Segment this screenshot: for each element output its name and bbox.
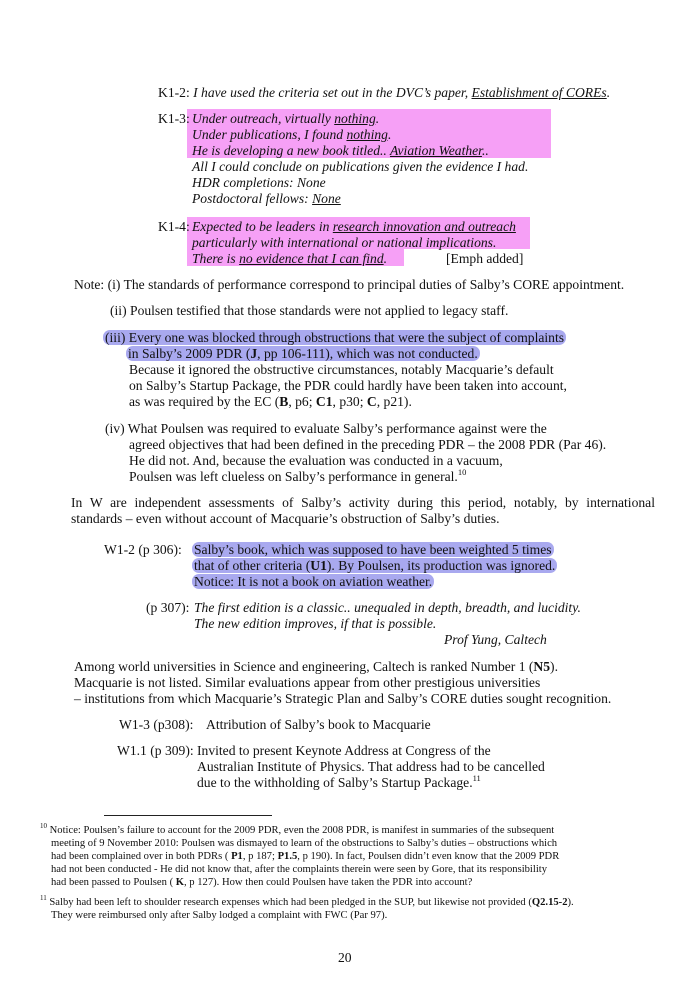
k1-3-line-3: He is developing a new book titled.. Aviation Weather.. — [192, 143, 489, 158]
w1-2-line-1: Salby’s book, which was supposed to have been weighted 5 times — [194, 542, 552, 557]
footnote-ref-11: 11 — [472, 773, 481, 783]
note-iii-line-5: as was required by the EC (B, p6; C1, p30; C, p21). — [129, 394, 412, 409]
note-iii-line-1: (iii) Every one was blocked through obstructions that were the subject of complaints — [105, 330, 565, 345]
w1-1-line-3: due to the withholding of Salby’s Startup Package.$^{11}$ — [197, 773, 481, 790]
w1-2-label: W1-2 (p 306): — [104, 542, 182, 557]
w1-2-line-2: that of other criteria (U1). By Poulsen, its production was ignored. — [194, 558, 556, 573]
footnote-11-line-1: $^{11}$ Salby had been left to shoulder research expenses which had been pledged in the SUP, but likewise not provided (Q2.15-2). — [40, 894, 574, 908]
among-line-2: Macquarie is not listed. Similar evaluations appear from other prestigious universities — [74, 675, 541, 690]
k1-3-line-2: Under publications, I found nothing. — [192, 127, 392, 142]
among-line-3: – institutions from which Macquarie’s Strategic Plan and Salby’s CORE duties sought recognition. — [74, 691, 612, 706]
footnote-10-line-3: had been complained over in both PDRs ( P1, p 187; P1.5, p 190). In fact, Poulsen didn’t even know that the 2009 PDR — [51, 851, 560, 862]
footnote-11-number: 11 — [40, 894, 47, 902]
note-iii-line-4: on Salby’s Startup Package, the PDR could hardly have been taken into account, — [129, 378, 567, 393]
w1-3-label: W1-3 (p308): — [119, 717, 194, 732]
footnote-ref-10: 10 — [457, 467, 467, 477]
among-line-1: Among world universities in Science and engineering, Caltech is ranked Number 1 (N5). — [74, 659, 558, 674]
emph-added: [Emph added] — [446, 251, 524, 266]
w1-1-label: W1.1 (p 309): — [117, 743, 194, 758]
page-number: 20 — [338, 950, 352, 965]
footnote-10-number: 10 — [40, 822, 47, 830]
footnote-10-line-5: had been passed to Poulsen ( K, p 127). How then could Poulsen have taken the PDR into account? — [51, 877, 473, 888]
note-iv-line-2: agreed objectives that had been defined in the preceding PDR – the 2008 PDR (Par 46). — [129, 437, 607, 452]
k1-2-quote: I have used the criteria set out in the DVC’s paper, Establishment of COREs. — [193, 85, 611, 100]
note-ii: (ii) Poulsen testified that those standards were not applied to legacy staff. — [110, 303, 509, 318]
footnote-11-line-2: They were reimbursed only after Salby lodged a complaint with FWC (Par 97). — [51, 910, 388, 921]
note-i: Note: (i) The standards of performance correspond to principal duties of Salby’s CORE appointment. — [74, 277, 625, 292]
w1-1-line-2: Australian Institute of Physics. That address had to be cancelled — [197, 759, 545, 774]
k1-4-line-2: particularly with international or national implications. — [192, 235, 497, 250]
w1-1-line-1: Invited to present Keynote Address at Congress of the — [197, 743, 491, 758]
footnote-10-line-2: meeting of 9 November 2010: Poulsen was dismayed to learn of the obstructions to Salby’s duties – obstructions which — [51, 838, 558, 849]
k1-3-line-6: Postdoctoral fellows: None — [192, 191, 341, 206]
note-iv-line-3: He did not. And, because the evaluation was conducted in a vacuum, — [129, 453, 503, 468]
note-iii-line-3: Because it ignored the obstructive circumstances, notably Macquarie’s default — [129, 362, 554, 377]
footnote-separator — [104, 815, 272, 816]
k1-4-label: K1-4: — [158, 219, 190, 234]
k1-4-line-3: There is no evidence that I can find. — [192, 251, 388, 266]
w-paragraph-line-1: In W are independent assessments of Salby’s activity during this period, notably, by international — [71, 495, 655, 510]
k1-3-line-4: All I could conclude on publications given the evidence I had. — [192, 159, 529, 174]
note-iii-line-2: in Salby’s 2009 PDR (J, pp 106-111), which was not conducted. — [128, 346, 478, 361]
k1-4-line-1: Expected to be leaders in research innovation and outreach — [192, 219, 516, 234]
k1-3-line-5: HDR completions: None — [192, 175, 326, 190]
footnote-10-line-1: $^{10}$ Notice: Poulsen’s failure to account for the 2009 PDR, even the 2008 PDR, is manifest in summaries of the subsequent — [40, 822, 555, 836]
w1-3-text: Attribution of Salby’s book to Macquarie — [206, 717, 431, 732]
p307-label: (p 307): — [146, 600, 190, 615]
note-iv-line-1: (iv) What Poulsen was required to evaluate Salby’s performance against were the — [105, 421, 547, 436]
k1-2-label: K1-2: — [158, 85, 190, 100]
footnote-10-line-4: had not been conducted - He did not know that, after the complaints therein were seen by Gore, that its responsibility — [51, 864, 548, 875]
p307-signature: Prof Yung, Caltech — [444, 632, 547, 647]
p307-quote-line-2: The new edition improves, if that is possible. — [194, 616, 437, 631]
k1-3-label: K1-3: — [158, 111, 190, 126]
note-iv-line-4: Poulsen was left clueless on Salby’s performance in general.$^{10}$ — [129, 467, 467, 484]
w1-2-line-3: Notice: It is not a book on aviation weather. — [194, 574, 433, 589]
p307-quote-line-1: The first edition is a classic.. unequaled in depth, breadth, and lucidity. — [194, 600, 581, 615]
k1-2-line — [158, 85, 610, 101]
w-paragraph-line-2: standards – even without account of Macquarie’s obstruction of Salby’s duties. — [71, 511, 500, 526]
k1-3-line-1: Under outreach, virtually nothing. — [192, 111, 380, 126]
